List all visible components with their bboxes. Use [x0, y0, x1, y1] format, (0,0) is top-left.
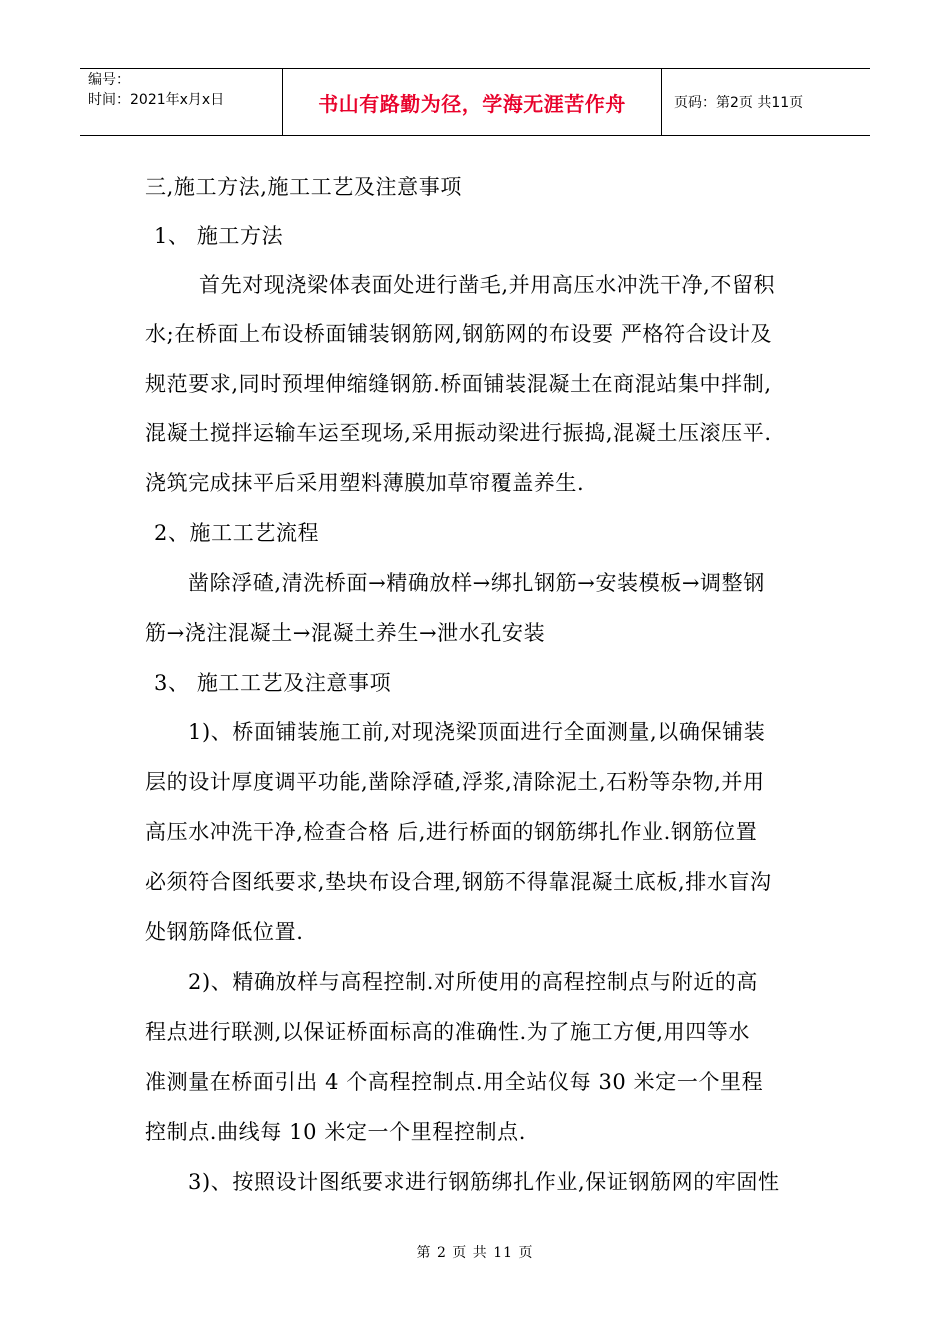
sub1-line: 高压水冲洗干净,检查合格 后,进行桥面的钢筋绑扎作业.钢筋位置	[145, 820, 758, 844]
item1-line: 首先对现浇梁体表面处进行凿毛,并用高压水冲洗干净,不留积	[199, 273, 776, 297]
item1-line: 浇筑完成抹平后采用塑料薄膜加草帘覆盖养生.	[145, 471, 585, 495]
header-motto-cell	[282, 69, 662, 135]
item1-line: 水;在桥面上布设桥面铺装钢筋网,钢筋网的布设要 严格符合设计及	[145, 322, 773, 346]
item1-heading: 1、 施工方法	[154, 224, 284, 248]
page-header	[80, 68, 870, 136]
header-meta	[80, 69, 282, 135]
sub2-line: 程点进行联测,以保证桥面标高的准确性.为了施工方便,用四等水	[145, 1020, 751, 1044]
sub2-line: 控制点.曲线每 10 米定一个里程控制点.	[145, 1120, 527, 1144]
section-title: 三,施工方法,施工工艺及注意事项	[145, 175, 462, 199]
header-page-info: 页码：第2页 共11页	[674, 95, 804, 111]
sub1-line: 处钢筋降低位置.	[145, 920, 304, 944]
sub2-line: 准测量在桥面引出 4 个高程控制点.用全站仪每 30 米定一个里程	[145, 1070, 764, 1094]
sub1-line: 层的设计厚度调平功能,凿除浮碴,浮浆,清除泥土,石粉等杂物,并用	[145, 770, 765, 794]
sub1-line: 1)、桥面铺装施工前,对现浇梁顶面进行全面测量,以确保铺装	[188, 720, 766, 744]
document-number-label: 编号：	[88, 72, 130, 88]
sub3-line: 3)、按照设计图纸要求进行钢筋绑扎作业,保证钢筋网的牢固性	[188, 1170, 780, 1194]
item2-line: 凿除浮碴,清洗桥面→精确放样→绑扎钢筋→安装模板→调整钢	[188, 571, 765, 595]
page-footer: 第 2 页 共 11 页	[416, 1245, 534, 1261]
item2-heading: 2、施工工艺流程	[154, 521, 320, 545]
header-motto: 书山有路勤为径，学海无涯苦作舟	[318, 91, 626, 116]
document-date: 时间：2021年x月x日	[88, 92, 225, 108]
sub1-line: 必须符合图纸要求,垫块布设合理,钢筋不得靠混凝土底板,排水盲沟	[145, 870, 772, 894]
header-page-cell	[662, 69, 870, 135]
item3-heading: 3、 施工工艺及注意事项	[154, 671, 392, 695]
item1-line: 规范要求,同时预埋伸缩缝钢筋.桥面铺装混凝土在商混站集中拌制,	[145, 372, 772, 396]
item1-line: 混凝土搅拌运输车运至现场,采用振动梁进行振捣,混凝土压滚压平.	[145, 421, 772, 445]
item2-line: 筋→浇注混凝土→混凝土养生→泄水孔安装	[145, 621, 546, 645]
sub2-line: 2)、精确放样与高程控制.对所使用的高程控制点与附近的高	[188, 970, 759, 994]
